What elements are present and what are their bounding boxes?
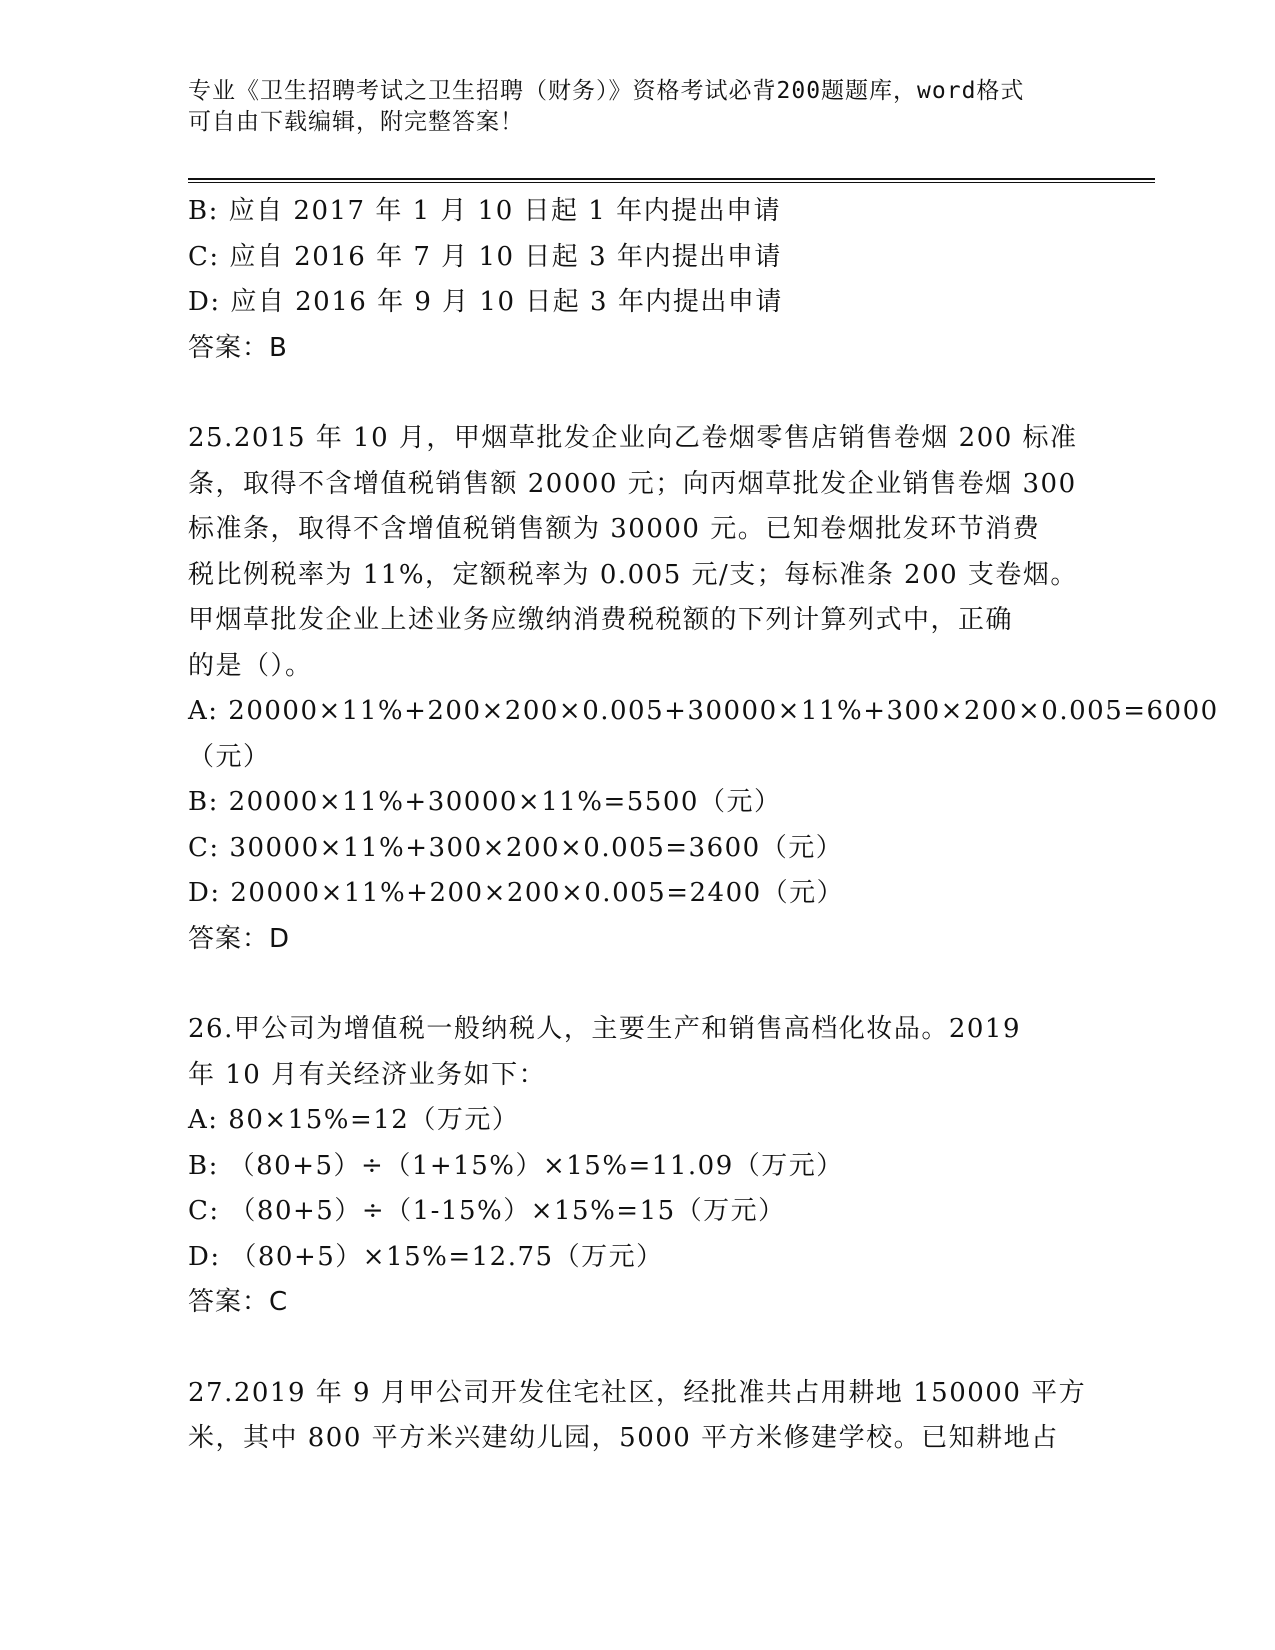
header-divider [188, 178, 1155, 183]
question-text-line: 年 10 月有关经济业务如下： [188, 1059, 547, 1090]
option-line: C: 30000×11%+300×200×0.005=3600（元） [188, 832, 844, 863]
header-title-line-1: 专业《卫生招聘考试之卫生招聘（财务）》资格考试必背200题题库，word格式 [188, 78, 1025, 104]
question-text-line: 标准条，取得不含增值税销售额为 30000 元。已知卷烟批发环节消费 [188, 514, 1041, 544]
block-spacer [188, 371, 1088, 416]
option-line: B: 20000×11%+30000×11%=5500（元） [188, 787, 782, 817]
question-block [188, 1007, 1088, 1326]
header-title-line-2: 可自由下载编辑，附完整答案！ [188, 109, 524, 135]
question-text-line: 米，其中 800 平方米兴建幼儿园，5000 平方米修建学校。已知耕地占 [188, 1423, 1059, 1453]
option-line: B: 应自 2017 年 1 月 10 日起 1 年内提出申请 [188, 196, 782, 226]
answer-line: 答案：B [188, 332, 288, 363]
question-text-line: 26.甲公司为增值税一般纳税人，主要生产和销售高档化妆品。2019 [188, 1014, 1022, 1044]
option-line: （元） [188, 741, 271, 772]
option-line: A: 80×15%=12（万元） [188, 1105, 520, 1135]
question-block [188, 416, 1219, 962]
option-line: C: 应自 2016 年 7 月 10 日起 3 年内提出申请 [188, 241, 782, 272]
option-line: D: 20000×11%+200×200×0.005=2400（元） [188, 878, 845, 908]
option-line: A: 20000×11%+200×200×0.005+30000×11%+300×200×0.005=6000 [188, 696, 1219, 726]
question-text-line: 27.2019 年 9 月甲公司开发住宅社区，经批准共占用耕地 150000 平方 [188, 1377, 1087, 1408]
question-text-line: 25.2015 年 10 月，甲烟草批发企业向乙卷烟零售店销售卷烟 200 标准 [188, 423, 1078, 453]
page-header [188, 76, 1068, 138]
option-line: D: （80+5）×15%=12.75（万元） [188, 1241, 664, 1272]
option-line: B: （80+5）÷（1+15%）×15%=11.09（万元） [188, 1150, 844, 1181]
question-text-line: 甲烟草批发企业上述业务应缴纳消费税税额的下列计算列式中，正确 [188, 605, 1014, 635]
option-line: D: 应自 2016 年 9 月 10 日起 3 年内提出申请 [188, 287, 783, 317]
question-block [188, 189, 1088, 371]
block-spacer [188, 1326, 1088, 1371]
option-line: C: （80+5）÷（1-15%）×15%=15（万元） [188, 1196, 786, 1226]
question-text-line: 的是（）。 [188, 650, 313, 681]
question-block [188, 1371, 1088, 1462]
question-content [188, 189, 1219, 1462]
question-text-line: 税比例税率为 11%，定额税率为 0.005 元/支；每标准条 200 支卷烟。 [188, 559, 1078, 590]
block-spacer [188, 962, 1088, 1007]
answer-line: 答案：D [188, 923, 291, 954]
answer-line: 答案：C [188, 1287, 289, 1317]
question-text-line: 条，取得不含增值税销售额 20000 元；向丙烟草批发企业销售卷烟 300 [188, 468, 1077, 499]
